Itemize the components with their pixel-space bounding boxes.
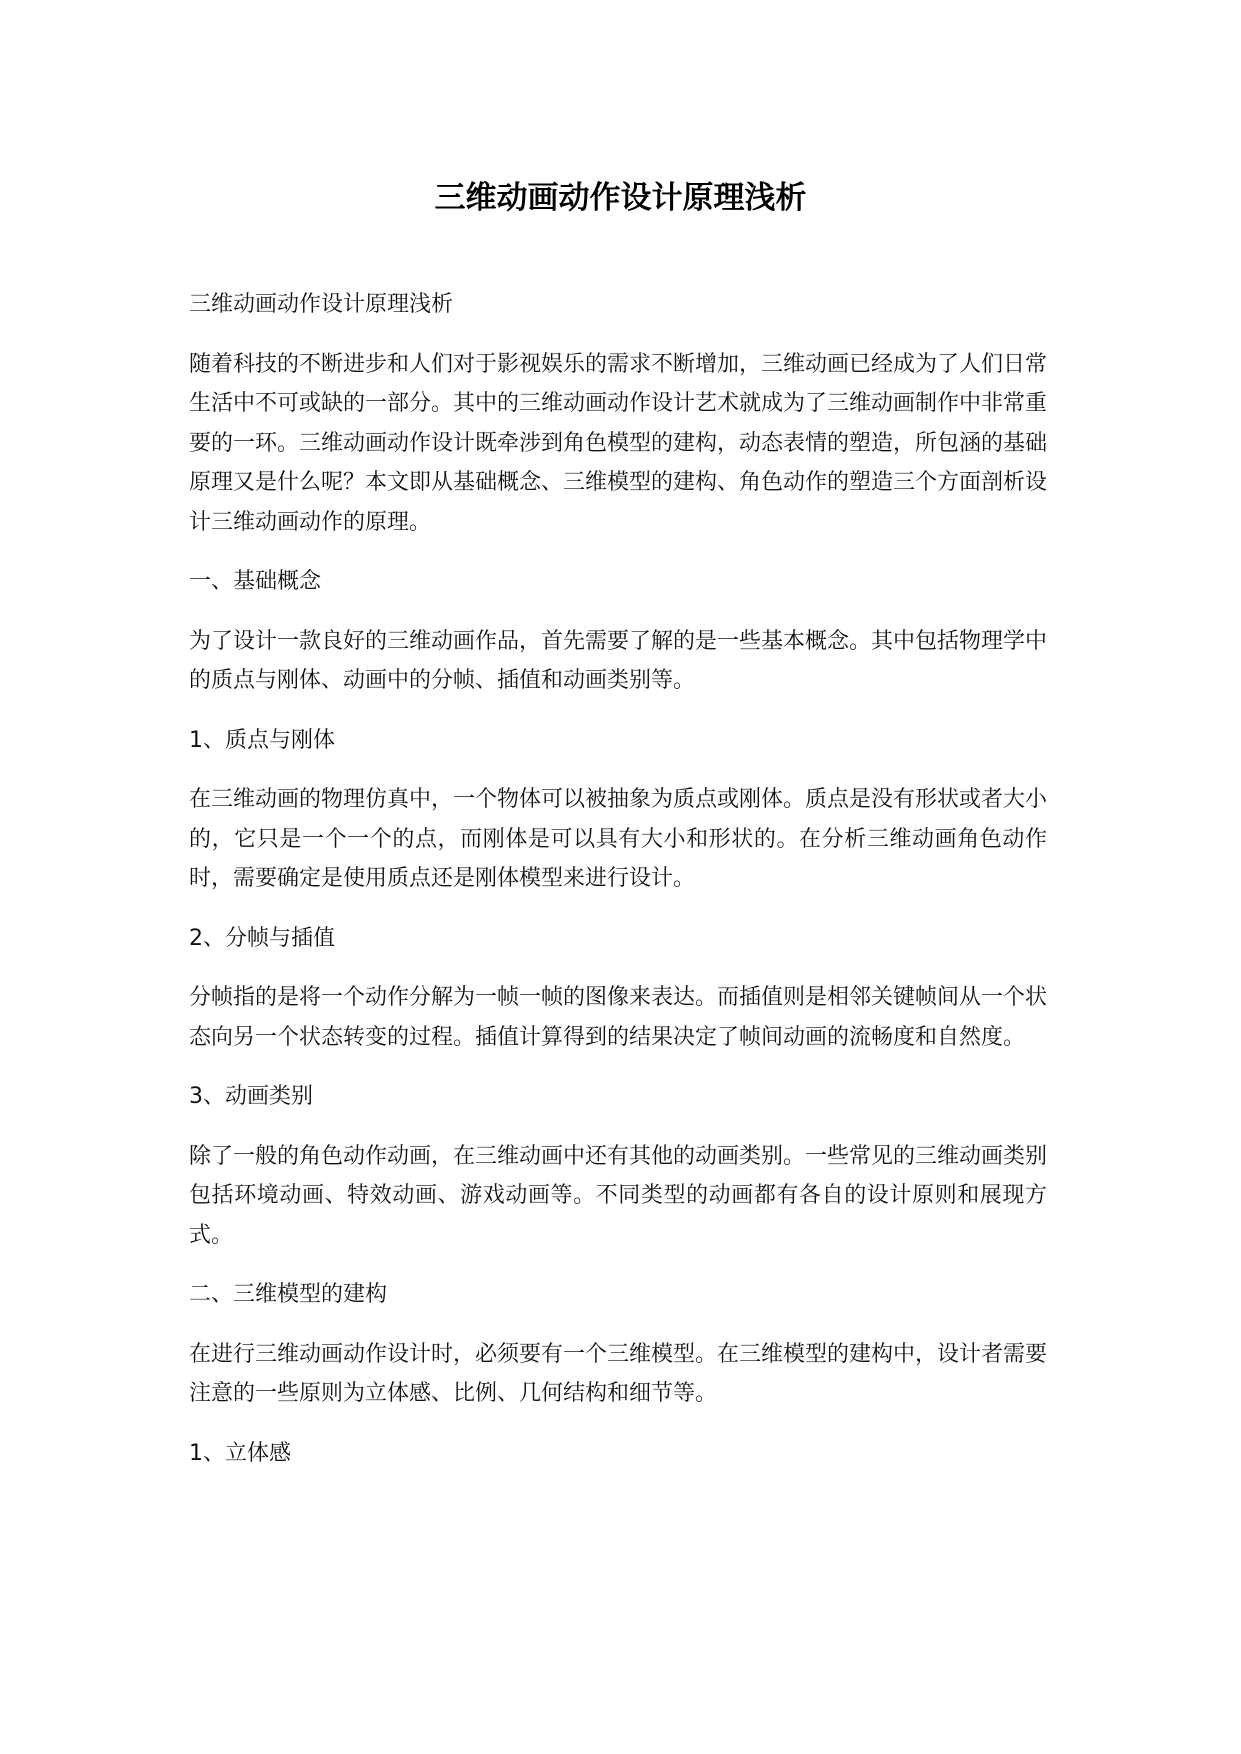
- document-body: [189, 285, 1047, 1493]
- frames-interpolation-paragraph: 分帧指的是将一个动作分解为一帧一帧的图像来表达。而插值则是相邻关键帧间从一个状态向另一个状态转变的过程。插值计算得到的结果决定了帧间动画的流畅度和自然度。: [189, 985, 1048, 1050]
- subtitle-paragraph: 三维动画动作设计原理浅析: [189, 292, 454, 317]
- animation-types-paragraph: 除了一般的角色动作动画，在三维动画中还有其他的动画类别。一些常见的三维动画类别包括环境动画、特效动画、游戏动画等。不同类型的动画都有各自的设计原则和展现方式。: [189, 1143, 1048, 1248]
- subheading-animation-types: 3、动画类别: [189, 1084, 313, 1109]
- model-construction-paragraph: 在进行三维动画动作设计时，必须要有一个三维模型。在三维模型的建构中，设计者需要注意的一些原则为立体感、比例、几何结构和细节等。: [189, 1341, 1048, 1406]
- particle-rigid-body-paragraph: 在三维动画的物理仿真中，一个物体可以被抽象为质点或刚体。质点是没有形状或者大小的，它只是一个一个的点，而刚体是可以具有大小和形状的。在分析三维动画角色动作时，需要确定是使用质点还是刚体模型来进行设计。: [189, 787, 1048, 891]
- section-heading-model-construction: 二、三维模型的建构: [189, 1282, 388, 1307]
- section-heading-basic-concepts: 一、基础概念: [189, 569, 322, 594]
- subheading-three-dimensionality: 1、立体感: [189, 1440, 291, 1466]
- subheading-frames-interpolation: 2、分帧与插值: [189, 925, 335, 951]
- basic-concepts-paragraph: 为了设计一款良好的三维动画作品，首先需要了解的是一些基本概念。其中包括物理学中的质点与刚体、动画中的分帧、插值和动画类别等。: [189, 628, 1048, 693]
- document-title: 三维动画动作设计原理浅析: [434, 180, 807, 216]
- subheading-particle-rigid-body: 1、质点与刚体: [189, 727, 335, 753]
- intro-paragraph: 随着科技的不断进步和人们对于影视娱乐的需求不断增加，三维动画已经成为了人们日常生活中不可或缺的一部分。其中的三维动画动作设计艺术就成为了三维动画制作中非常重要的一环。三维动画动作设计既牵涉到角色模型的建构，动态表情的塑造，所包涵的基础原理又是什么呢？本文即从基础概念、三维模型的建构、角色动作的塑造三个方面剖析设计三维动画动作的原理。: [189, 351, 1048, 535]
